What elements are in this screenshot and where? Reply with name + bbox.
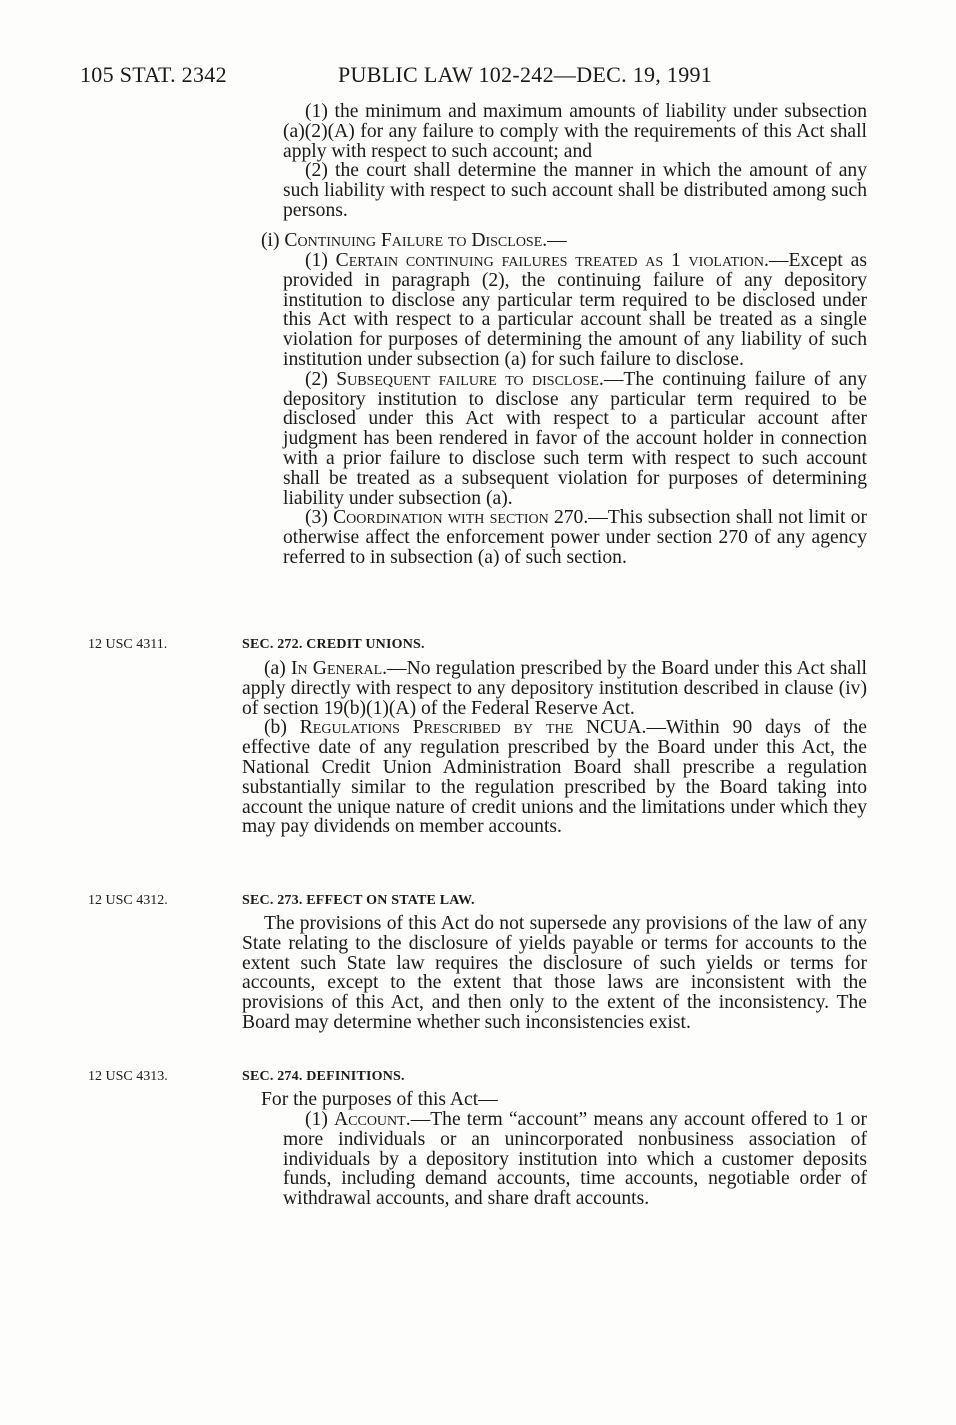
sec-274-intro-text: For the purposes of this Act— (261, 1089, 498, 1110)
sec-273-text: The provisions of this Act do not supersede any provisions of the law of any State relating to the disclosure of yields payable or terms for accounts to the extent such State law requires the disclosure of such yields or terms for accounts, except to the extent that those laws are inconsistent with the provisions of this Act, and then only to the extent of the inconsistency. The Board may determine whether such inconsistencies exist. (242, 913, 867, 1033)
definition-1-text: The term “account” means any account offered to 1 or more individuals or an unincorporated nonbusiness association of individuals by a depository institution into which a customer deposits funds, including demand accounts, time accounts, negotiable order of withdrawal accounts, and share draft accounts. (283, 1109, 868, 1210)
sec-273-heading: SEC. 273. EFFECT ON STATE LAW. (242, 893, 475, 908)
sec-274-heading: SEC. 274. DEFINITIONS. (242, 1069, 405, 1084)
para-3-text: This subsection shall not limit or otherwise affect the enforcement power under section 270 of any agency referred to in subsection (a) of such section. (283, 507, 867, 568)
usc-4311-margin-note: 12 USC 4311. (88, 637, 168, 652)
para-3-number: (3) (305, 507, 334, 529)
public-law-header: PUBLIC LAW 102-242—DEC. 19, 1991 (338, 62, 713, 87)
sec-273-body (242, 914, 867, 1033)
sec-272-a-heading: In General.— (290, 658, 407, 679)
para-1-text: Except as provided in paragraph (2), the continuing failure of any depository institution to disclose any particular term required to be disclosed under this Act with respect to a particular account shall be treated as a single violation for purposes of determining the amount of any liability of such institution under subsection (a) for such failure to disclose. (283, 250, 867, 370)
sec-272-b-text: Within 90 days of the effective date of any regulation prescribed by the Board under this Act, the National Credit Union Administration Board shall prescribe a regulation substantially similar to the regulation prescribed by the Board taking into account the unique nature of credit unions and the limitations under which they may pay dividends on member accounts. (242, 717, 867, 838)
subsection-i-para-3 (283, 508, 867, 567)
sec-272-a-text: No regulation prescribed by the Board under this Act shall apply directly with respect to any depository institution described in clause (iv) of section 19(b)(1)(A) of the Federal Reserve Act. (242, 658, 868, 719)
sec-274-definitions (283, 1110, 867, 1209)
subsection-i-heading (261, 231, 867, 251)
para-2-text: The continuing failure of any depository institution to disclose any particular term required to be disclosed under this Act with respect to a particular account after judgment has been rendered in favor of the account holder in connection with a prior failure to disclose such term with respect to such account shall be treated as a subsequent violation for purposes of determining liability under subsection (a). (283, 368, 868, 509)
liability-block (283, 102, 867, 221)
subsection-i-label: (i) (261, 230, 285, 251)
usc-4312-margin-note: 12 USC 4312. (88, 893, 168, 908)
liability-para-1: (1) the minimum and maximum amounts of liability under subsection (a)(2)(A) for any failure to comply with the requirements of this Act shall apply with respect to such account; and (283, 101, 867, 162)
subsection-i-title: Continuing Failure to Disclose.— (284, 230, 567, 251)
sec-272-subsection-b (242, 718, 867, 837)
sec-272-heading: SEC. 272. CREDIT UNIONS. (242, 637, 425, 652)
sec-272-body (242, 659, 867, 837)
sec-272-b-heading: Regulations Prescribed by the (299, 717, 587, 739)
para-2-heading: Subsequent failure to disclose.— (336, 368, 624, 390)
para-2-number: (2) (305, 368, 337, 390)
sec-272-b-ncua: NCUA.— (586, 717, 667, 739)
definition-account (283, 1110, 867, 1209)
para-1-number: (1) (305, 250, 336, 271)
subsection-i-para-2 (283, 370, 867, 509)
sec-272-subsection-a (242, 659, 867, 718)
usc-4313-margin-note: 12 USC 4313. (88, 1069, 168, 1084)
definition-1-heading: Account.— (334, 1109, 431, 1130)
liability-para-2: (2) the court shall determine the manner in which the amount of any such liability with respect to such account shall be distributed among such persons. (283, 160, 867, 221)
para-3-heading: Coordination with section 270.— (333, 507, 608, 529)
page-stat-header: 105 STAT. 2342 (80, 62, 227, 87)
definition-1-number: (1) (305, 1109, 334, 1130)
sec-272-b-label: (b) (264, 717, 300, 739)
subsection-i-para-1 (283, 251, 867, 370)
sec-274-intro (261, 1090, 867, 1110)
subsection-i-paragraphs (283, 251, 867, 568)
sec-272-a-label: (a) (264, 658, 291, 679)
para-1-heading: Certain continuing failures treated as 1 violation.— (335, 250, 789, 271)
